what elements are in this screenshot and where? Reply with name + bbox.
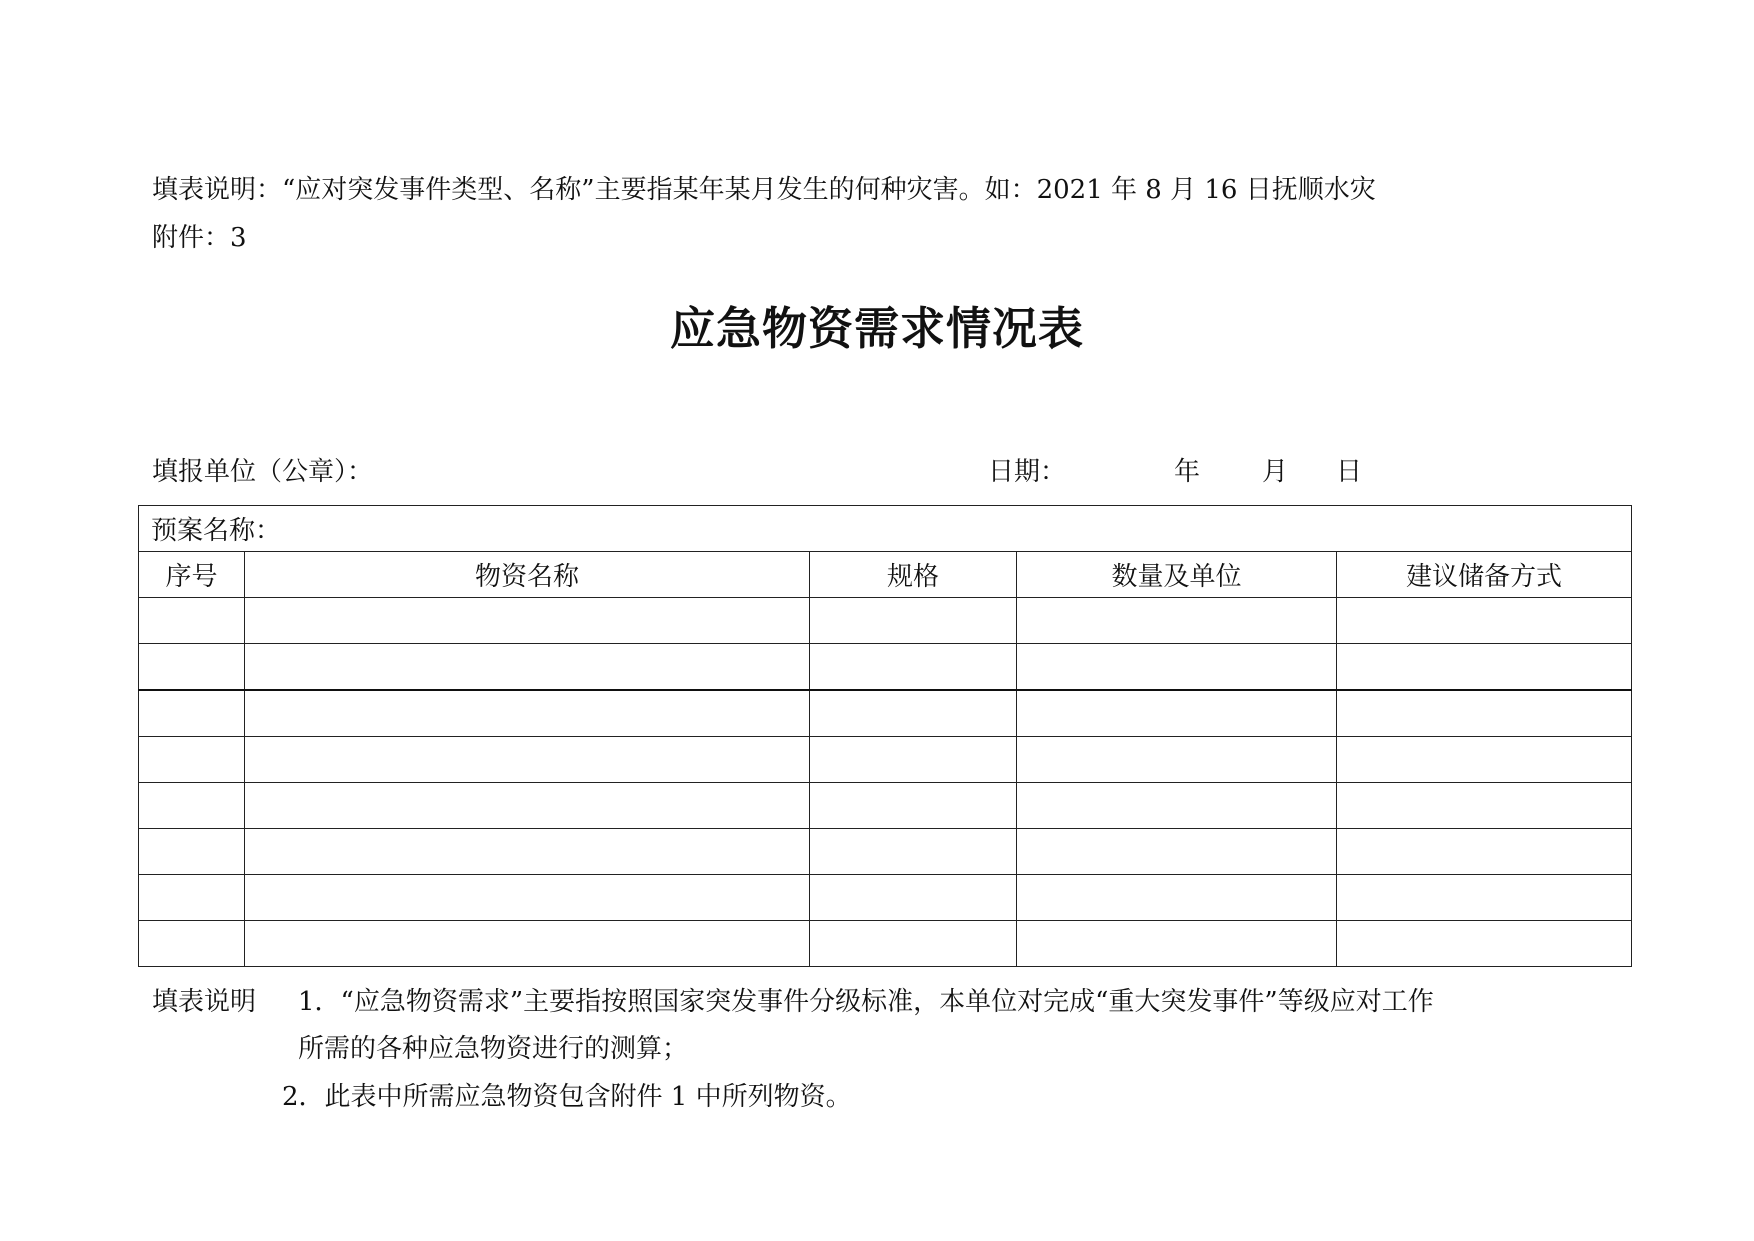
cell-quantity-unit[interactable] xyxy=(1017,783,1337,829)
table-row xyxy=(139,644,1632,691)
footer-note-1-line-1: 1．“应急物资需求”主要指按照国家突发事件分级标准，本单位对完成“重大突发事件”等级应对工作 xyxy=(298,987,1434,1017)
cell-quantity-unit[interactable] xyxy=(1017,875,1337,921)
cell-spec[interactable] xyxy=(810,921,1017,967)
cell-index[interactable] xyxy=(139,783,245,829)
table-row xyxy=(139,598,1632,644)
date-month-label: 月 xyxy=(1262,457,1289,487)
cell-quantity-unit[interactable] xyxy=(1017,737,1337,783)
cell-storage-method[interactable] xyxy=(1337,690,1632,737)
cell-storage-method[interactable] xyxy=(1337,875,1632,921)
date-label: 日期： xyxy=(988,457,1067,487)
cell-material-name[interactable] xyxy=(245,829,810,875)
cell-spec[interactable] xyxy=(810,598,1017,644)
cell-spec[interactable] xyxy=(810,783,1017,829)
date-day-label: 日 xyxy=(1336,457,1363,487)
cell-spec[interactable] xyxy=(810,875,1017,921)
cell-index[interactable] xyxy=(139,829,245,875)
plan-name-cell[interactable] xyxy=(139,506,1632,552)
cell-quantity-unit[interactable] xyxy=(1017,644,1337,691)
table-row xyxy=(139,829,1632,875)
fill-instructions-top: 填表说明：“应对突发事件类型、名称”主要指某年某月发生的何种灾害。如：2021 年 8 月 16 日抚顺水灾 xyxy=(152,175,1376,205)
reporting-unit-label: 填报单位（公章）： xyxy=(152,457,374,487)
cell-storage-method[interactable] xyxy=(1337,783,1632,829)
header-quantity-unit: 数量及单位 xyxy=(1017,552,1337,598)
cell-index[interactable] xyxy=(139,921,245,967)
table-row xyxy=(139,921,1632,967)
table-row xyxy=(139,737,1632,783)
cell-quantity-unit[interactable] xyxy=(1017,829,1337,875)
date-year-label: 年 xyxy=(1174,457,1201,487)
cell-spec[interactable] xyxy=(810,829,1017,875)
materials-demand-table xyxy=(138,505,1632,967)
cell-index[interactable] xyxy=(139,690,245,737)
cell-quantity-unit[interactable] xyxy=(1017,598,1337,644)
cell-storage-method[interactable] xyxy=(1337,598,1632,644)
cell-material-name[interactable] xyxy=(245,598,810,644)
page-title: 应急物资需求情况表 xyxy=(669,302,1084,355)
cell-material-name[interactable] xyxy=(245,783,810,829)
cell-spec[interactable] xyxy=(810,690,1017,737)
footer-note-1-line-2: 所需的各种应急物资进行的测算； xyxy=(298,1034,689,1064)
table-header-row xyxy=(139,552,1632,598)
header-material-name: 物资名称 xyxy=(245,552,810,598)
header-index: 序号 xyxy=(139,552,245,598)
cell-index[interactable] xyxy=(139,875,245,921)
cell-quantity-unit[interactable] xyxy=(1017,690,1337,737)
cell-index[interactable] xyxy=(139,737,245,783)
cell-material-name[interactable] xyxy=(245,921,810,967)
cell-storage-method[interactable] xyxy=(1337,921,1632,967)
header-storage-method: 建议储备方式 xyxy=(1337,552,1632,598)
cell-index[interactable] xyxy=(139,598,245,644)
cell-index[interactable] xyxy=(139,644,245,691)
footer-instructions-label: 填表说明 xyxy=(152,987,257,1017)
cell-material-name[interactable] xyxy=(245,875,810,921)
header-spec: 规格 xyxy=(810,552,1017,598)
cell-storage-method[interactable] xyxy=(1337,829,1632,875)
attachment-number: 附件：3 xyxy=(152,223,247,253)
table-row xyxy=(139,783,1632,829)
footer-note-2: 2．此表中所需应急物资包含附件 1 中所列物资。 xyxy=(282,1082,852,1112)
cell-spec[interactable] xyxy=(810,644,1017,691)
cell-quantity-unit[interactable] xyxy=(1017,921,1337,967)
cell-material-name[interactable] xyxy=(245,737,810,783)
table-row xyxy=(139,875,1632,921)
cell-spec[interactable] xyxy=(810,737,1017,783)
table-row xyxy=(139,690,1632,737)
cell-material-name[interactable] xyxy=(245,690,810,737)
plan-name-label: 预案名称： xyxy=(151,516,282,546)
cell-storage-method[interactable] xyxy=(1337,644,1632,691)
cell-material-name[interactable] xyxy=(245,644,810,691)
cell-storage-method[interactable] xyxy=(1337,737,1632,783)
